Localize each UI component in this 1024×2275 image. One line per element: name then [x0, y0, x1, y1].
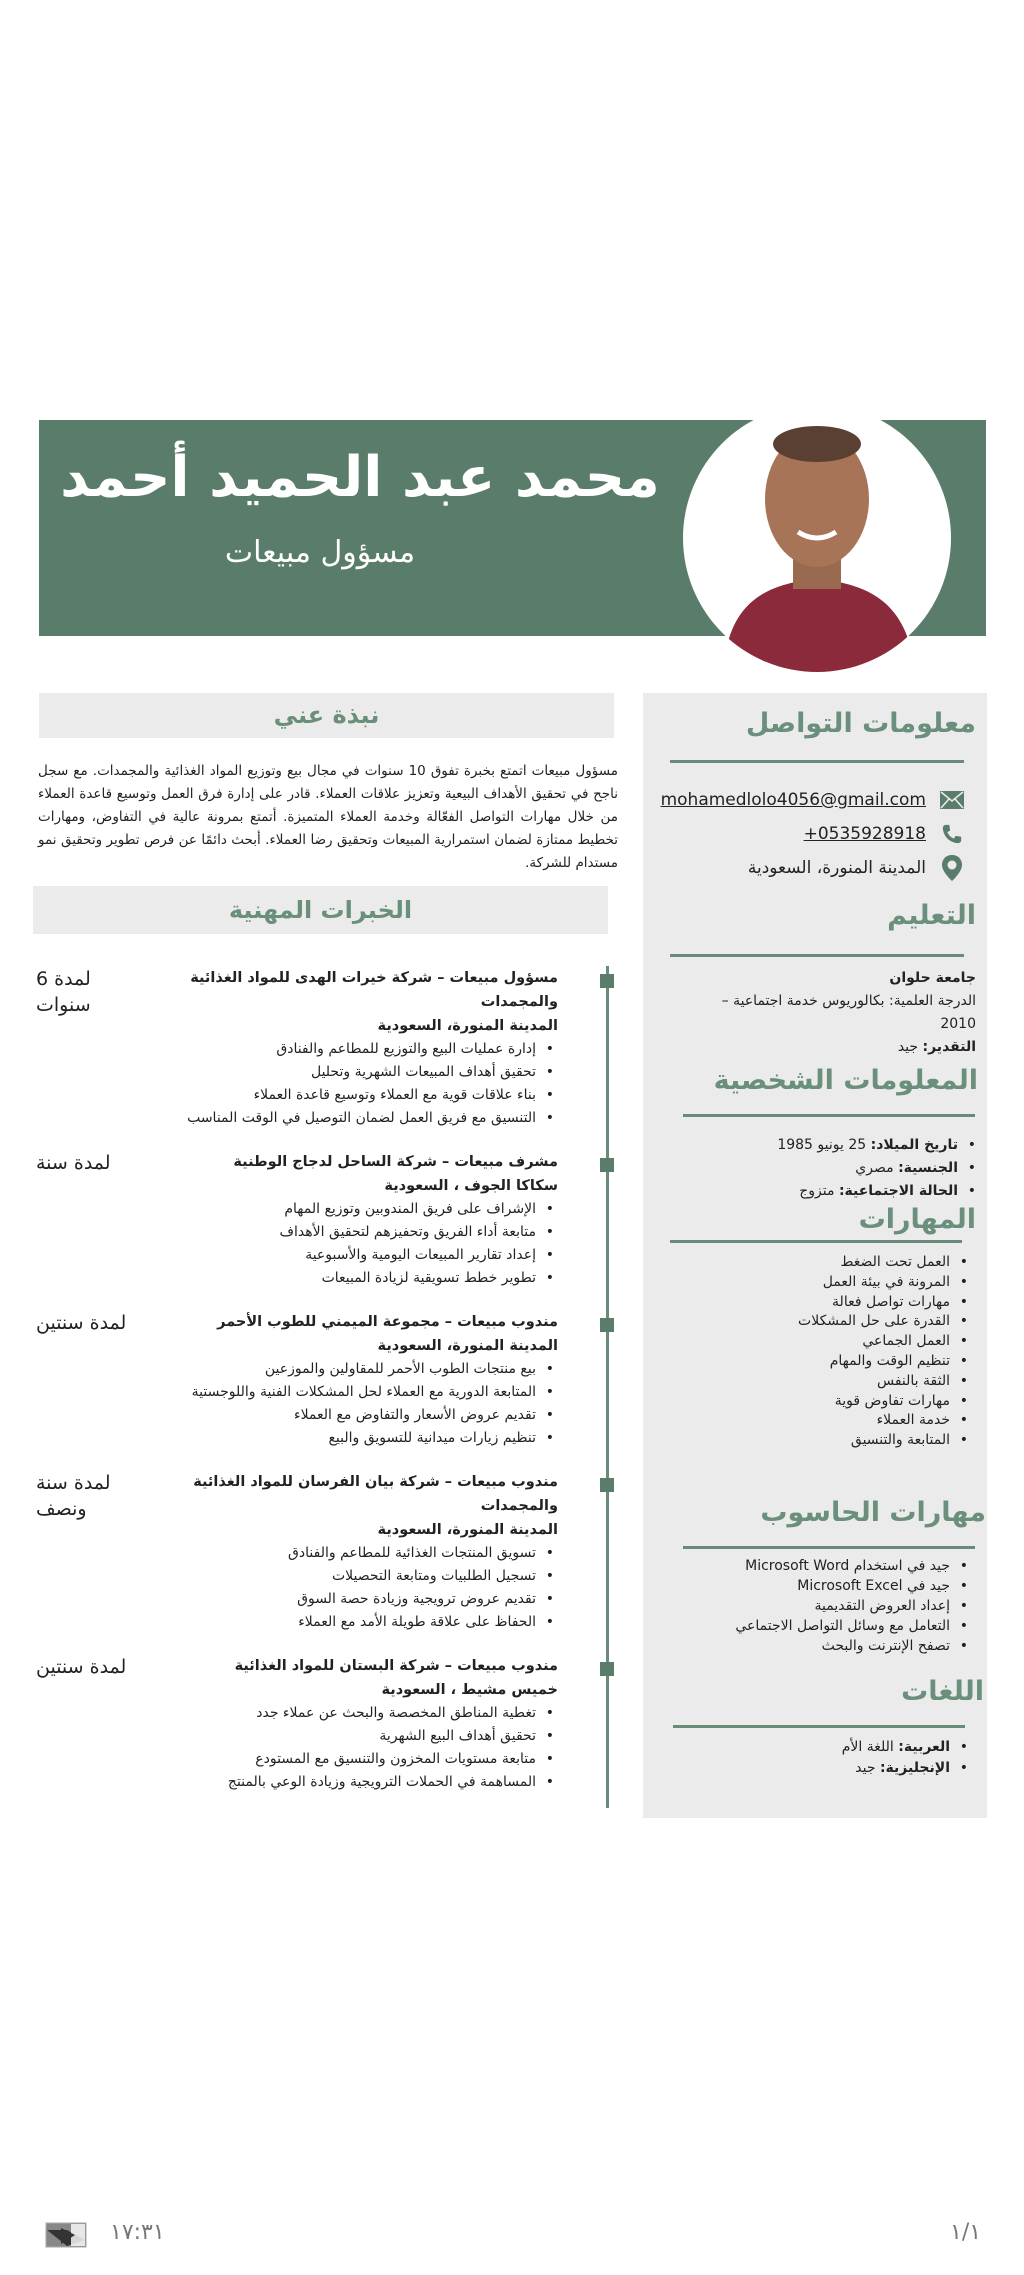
job-duration: لمدة سنتين [36, 1312, 127, 1334]
document-icon [45, 2222, 87, 2248]
job-title: مسؤول مبيعات [224, 535, 416, 570]
grade-label: التقدير: [922, 1039, 976, 1055]
map-pin-icon [940, 856, 964, 880]
list-item: • تسويق المنتجات الغذائية للمطاعم والفنادق [148, 1542, 558, 1565]
education-block [711, 967, 976, 1059]
list-item: • مهارات تواصل فعالة [798, 1293, 972, 1313]
skills-list [798, 1253, 972, 1451]
item-value: جيد [855, 1760, 880, 1776]
list-item: • العمل الجماعي [798, 1332, 972, 1352]
item-value: مصري [855, 1160, 899, 1176]
education-heading: التعليم [887, 900, 976, 931]
skills-heading: المهارات [858, 1204, 976, 1235]
list-item: • المرونة في بيئة العمل [798, 1273, 972, 1293]
university: جامعة حلوان [889, 970, 976, 986]
list-item: • القدرة على حل المشكلات [798, 1312, 972, 1332]
job-bullets [148, 1358, 558, 1450]
degree: الدرجة العلمية: بكالوريوس خدمة اجتماعية – 2010 [721, 993, 976, 1032]
list-item: • العمل تحت الضغط [798, 1253, 972, 1273]
personal-list [777, 1134, 980, 1203]
job-location: المدينة المنورة، السعودية [377, 1522, 558, 1538]
item-label: الجنسية: [898, 1160, 958, 1176]
job-entry [30, 1654, 614, 1794]
about-paragraph: مسؤول مبيعات اتمتع بخبرة تفوق 10 سنوات في مجال بيع وتوزيع المواد الغذائية والمجمدات. مع سجل ناجح في تحقيق الأهداف البيعية وتعزيز علاقات العملاء. قادر على إدارة فرق العمل وتوسيع قاعدة العملاء من خلال مهارات التواصل الفعّالة وخدمة العملاء المتميزة. أتمتع بمرونة عالية في التفاوض، ومهارات تخطيط ممتازة لضمان استمرارية المبيعات وتحقيق رضا العملاء. أبحث دائمًا عن فرص تطوير وتحقيق نمو مستدام للشركة. [38, 763, 619, 871]
divider [683, 1546, 975, 1549]
job-content [148, 966, 614, 1130]
computer-list [735, 1556, 972, 1656]
list-item: • تنظيم الوقت والمهام [798, 1352, 972, 1372]
list-item: • تقديم عروض ترويجية وزيادة حصة السوق [148, 1588, 558, 1611]
job-title: مندوب مبيعات – شركة البستان للمواد الغذائية [234, 1658, 558, 1674]
item-label: الإنجليزية: [879, 1760, 950, 1776]
list-item: • التعامل مع وسائل التواصل الاجتماعي [735, 1616, 972, 1636]
job-entry [30, 1150, 614, 1290]
list-item: • متابعة مستويات المخزون والتنسيق مع المستودع [148, 1748, 558, 1771]
candidate-name: محمد عبد الحميد أحمد [60, 445, 660, 510]
job-location: المدينة المنورة، السعودية [377, 1338, 558, 1354]
email-link[interactable]: mohamedlolo4056@gmail.com [660, 790, 926, 810]
list-item: • جيد في Microsoft Excel [735, 1576, 972, 1596]
list-item [777, 1180, 980, 1203]
list-item: • الثقة بالنفس [798, 1372, 972, 1392]
job-bullets [148, 1198, 558, 1290]
contact-list [661, 783, 964, 885]
timeline-marker [600, 1662, 614, 1676]
contact-email [661, 783, 964, 817]
profile-photo [683, 404, 951, 672]
phone-link[interactable]: +0535928918 [803, 824, 926, 844]
job-duration: لمدة سنة ونصف [36, 1472, 111, 1520]
timeline-marker [600, 1478, 614, 1492]
job-title: مندوب مبيعات – شركة بيان الفرسان للمواد الغذائية والمجمدات [193, 1474, 558, 1514]
divider [673, 1725, 965, 1728]
list-item: • تطوير خطط تسويقية لزيادة المبيعات [148, 1267, 558, 1290]
list-item: • تغطية المناطق المخصصة والبحث عن عملاء جدد [148, 1702, 558, 1725]
job-title: مندوب مبيعات – مجموعة الميمني للطوب الأحمر [217, 1314, 558, 1330]
divider [670, 760, 964, 763]
list-item: • بيع منتجات الطوب الأحمر للمقاولين والموزعين [148, 1358, 558, 1381]
item-label: تاريخ الميلاد: [870, 1137, 958, 1153]
list-item [777, 1157, 980, 1180]
item-value: متزوج [799, 1183, 839, 1199]
job-content [148, 1654, 614, 1794]
job-duration: لمدة سنة [36, 1152, 111, 1174]
job-entry [30, 1470, 614, 1634]
experience-timeline [30, 966, 614, 1808]
list-item: • المتابعة الدورية مع العملاء لحل المشكلات الفنية واللوجستية [148, 1381, 558, 1404]
list-item: • التنسيق مع فريق العمل لضمان التوصيل في الوقت المناسب [148, 1107, 558, 1130]
languages-list [842, 1737, 972, 1779]
job-location: سكاكا الجوف ، السعودية [384, 1178, 558, 1194]
list-item [842, 1737, 972, 1758]
divider [670, 1240, 962, 1243]
page-indicator: ١/١ [950, 2220, 982, 2245]
timeline-marker [600, 1318, 614, 1332]
grade-value: جيد [897, 1039, 923, 1055]
location-text: المدينة المنورة، السعودية [747, 858, 926, 878]
job-content [148, 1310, 614, 1450]
list-item: • تسجيل الطلبيات ومتابعة التحصيلات [148, 1565, 558, 1588]
job-title: مشرف مبيعات – شركة الساحل لدجاج الوطنية [233, 1154, 558, 1170]
item-label: العربية: [898, 1739, 950, 1755]
job-bullets [148, 1038, 558, 1130]
timeline-marker [600, 974, 614, 988]
list-item: • تصفح الإنترنت والبحث [735, 1636, 972, 1656]
computer-heading: مهارات الحاسوب [760, 1497, 986, 1528]
grade [711, 1036, 976, 1059]
list-item: • متابعة أداء الفريق وتحفيزهم لتحقيق الأهداف [148, 1221, 558, 1244]
list-item: • تقديم عروض الأسعار والتفاوض مع العملاء [148, 1404, 558, 1427]
job-entry [30, 966, 614, 1130]
job-location: خميس مشيط ، السعودية [381, 1682, 558, 1698]
contact-phone [661, 817, 964, 851]
list-item: • الإشراف على فريق المندوبين وتوزيع المهام [148, 1198, 558, 1221]
job-bullets [148, 1702, 558, 1794]
list-item: • إعداد تقارير المبيعات اليومية والأسبوعية [148, 1244, 558, 1267]
personal-heading: المعلومات الشخصية [713, 1065, 978, 1096]
list-item: • خدمة العملاء [798, 1411, 972, 1431]
list-item: • المساهمة في الحملات الترويجية وزيادة الوعي بالمنتج [148, 1771, 558, 1794]
job-bullets [148, 1542, 558, 1634]
divider [683, 1114, 975, 1117]
list-item: • جيد في استخدام Microsoft Word [735, 1556, 972, 1576]
item-label: الحالة الاجتماعية: [838, 1183, 958, 1199]
list-item: • تنظيم زيارات ميدانية للتسويق والبيع [148, 1427, 558, 1450]
job-duration: لمدة سنتين [36, 1656, 127, 1678]
list-item: • إدارة عمليات البيع والتوزيع للمطاعم والفنادق [148, 1038, 558, 1061]
phone-icon [940, 822, 964, 846]
list-item: • الحفاظ على علاقة طويلة الأمد مع العملاء [148, 1611, 558, 1634]
job-location: المدينة المنورة، السعودية [377, 1018, 558, 1034]
footer-time: ١٧:٣١ [110, 2220, 165, 2245]
list-item: • تحقيق أهداف المبيعات الشهرية وتحليل [148, 1061, 558, 1084]
job-content [148, 1470, 614, 1634]
contact-heading: معلومات التواصل [745, 708, 976, 739]
item-value: 25 يونيو 1985 [777, 1137, 871, 1153]
list-item: • بناء علاقات قوية مع العملاء وتوسيع قاعدة العملاء [148, 1084, 558, 1107]
languages-heading: اللغات [901, 1676, 984, 1707]
list-item [842, 1758, 972, 1779]
list-item: • مهارات تفاوض قوية [798, 1392, 972, 1412]
envelope-icon [940, 788, 964, 812]
divider [670, 954, 964, 957]
job-content [148, 1150, 614, 1290]
list-item: • المتابعة والتنسيق [798, 1431, 972, 1451]
list-item [777, 1134, 980, 1157]
list-item: • إعداد العروض التقديمية [735, 1596, 972, 1616]
job-duration: لمدة 6 سنوات [36, 968, 91, 1016]
about-heading: نبذة عني [39, 693, 614, 738]
timeline-marker [600, 1158, 614, 1172]
job-entry [30, 1310, 614, 1450]
job-title: مسؤول مبيعات – شركة خيرات الهدى للمواد الغذائية والمجمدات [190, 970, 558, 1010]
experience-heading: الخبرات المهنية [33, 886, 608, 934]
item-value: اللغة الأم [841, 1739, 899, 1755]
contact-location [661, 851, 964, 885]
list-item: • تحقيق أهداف البيع الشهرية [148, 1725, 558, 1748]
